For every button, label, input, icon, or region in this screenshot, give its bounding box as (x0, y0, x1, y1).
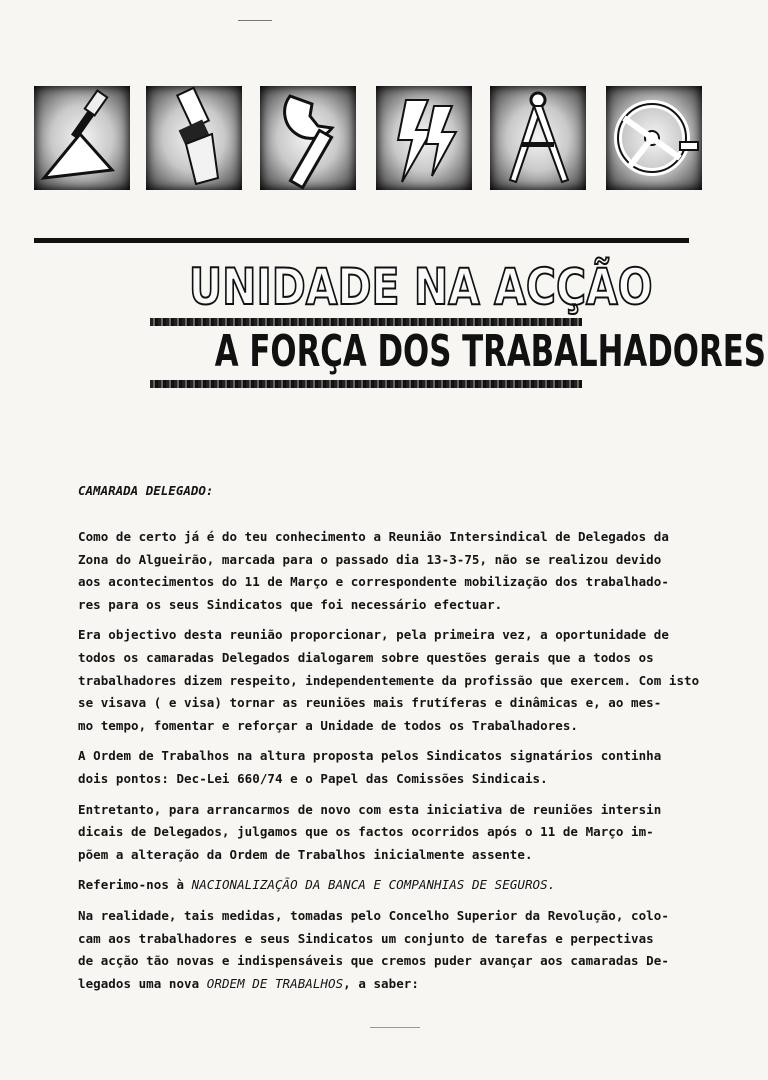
trowel-icon (34, 86, 130, 190)
text-run: Referimo-nos à (78, 877, 192, 893)
text-line: dois pontos: Dec-Lei 660/74 e o Papel das Comissões Sindicais. (78, 770, 548, 786)
headline-band-top (150, 318, 582, 326)
text-line: de acção tão novas e indispensáveis que cremos puder avançar aos camaradas De- (78, 953, 669, 969)
text-line: Como de certo já é do teu conhecimento a Reunião Intersindical de Delegados da (78, 529, 669, 544)
text-line: aos acontecimentos do 11 de Março e correspondente mobilização dos trabalhado- (78, 574, 669, 590)
text-line: res para os seus Sindicatos que foi necessário efectuar. (78, 596, 503, 612)
paragraph-3 (78, 745, 728, 790)
letter-body (78, 526, 728, 995)
text-line: Entretanto, para arrancarmos de novo com esta iniciativa de reuniões intersin (78, 801, 662, 817)
text-line: Era objectivo desta reunião proporcionar, pela primeira vez, a oportunidade de (78, 627, 669, 643)
emphasis-text: ORDEM DE TRABALHOS (206, 975, 344, 991)
text-line (78, 973, 728, 996)
headline-band-bottom (150, 380, 582, 388)
text-run: , a saber: (343, 975, 419, 991)
text-line: Na realidade, tais medidas, tomadas pelo Concelho Superior da Revolução, colo- (78, 907, 669, 923)
text-line: todos os camaradas Delegados dialogarem sobre questões gerais que a todos os (78, 649, 654, 665)
text-line: põem a alteração da Ordem de Trabalhos inicialmente assente. (78, 846, 533, 862)
paragraph-2 (78, 624, 728, 737)
text-line: mo tempo, fomentar e reforçar a Unidade de todos os Trabalhadores. (78, 717, 578, 733)
paragraph-1 (78, 526, 728, 616)
paragraph-6 (78, 905, 728, 995)
text-run: legados uma nova (78, 975, 207, 991)
wrench-icon (260, 86, 356, 190)
horizontal-rule (34, 238, 689, 243)
paintbrush-icon (146, 86, 242, 190)
text-line: se visava ( e visa) tornar as reuniões mais frutíferas e dinâmicas e, ao mes- (78, 695, 662, 711)
text-line (78, 874, 728, 897)
text-line: dicais de Delegados, julgamos que os factos ocorridos após o 11 de Março im- (78, 824, 654, 840)
text-line: trabalhadores dizem respeito, independentemente da profissão que exercem. Com isto (78, 672, 700, 688)
letter-greeting: CAMARADA DELEGADO: (78, 483, 214, 498)
headline-block (150, 258, 766, 388)
steering-wheel-icon (606, 86, 702, 190)
text-line: cam aos trabalhadores e seus Sindicatos um conjunto de tarefas e perpectivas (78, 930, 654, 946)
top-mark (238, 20, 272, 21)
bottom-mark (370, 1027, 420, 1028)
drafting-compass-icon (490, 86, 586, 190)
lightning-icon (376, 86, 472, 190)
headline-subtitle: A FORÇA DOS TRABALHADORES (214, 326, 766, 377)
paragraph-5 (78, 874, 728, 897)
paragraph-4 (78, 799, 728, 867)
text-line: A Ordem de Trabalhos na altura proposta pelos Sindicatos signatários continha (78, 748, 662, 764)
trade-icons-banner (34, 86, 694, 190)
headline-title: UNIDADE NA ACÇÃO (188, 258, 653, 316)
emphasis-text: NACIONALIZAÇÃO DA BANCA E COMPANHIAS DE SEGUROS. (191, 877, 556, 893)
text-line: Zona do Algueirão, marcada para o passado dia 13-3-75, não se realizou devido (78, 551, 662, 567)
